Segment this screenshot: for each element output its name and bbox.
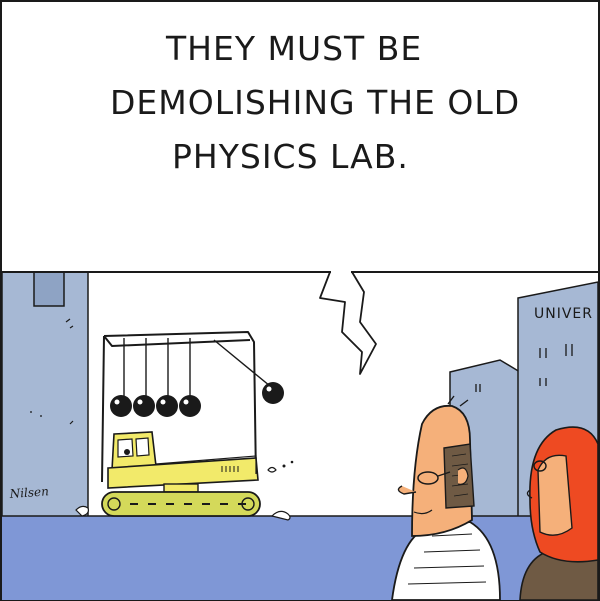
cradle-ball-swinging <box>262 382 284 404</box>
left-building-window <box>34 272 64 306</box>
artist-signature: Nilsen <box>9 484 50 501</box>
cradle-ball-3 <box>156 395 178 417</box>
cradle-ball-1 <box>110 395 132 417</box>
ground <box>2 516 598 600</box>
university-sign: UNIVER <box>534 306 593 322</box>
caption-line-1: THEY MUST BE <box>166 29 423 68</box>
caption-line-3: PHYSICS LAB. <box>172 137 409 176</box>
cradle-ball-2 <box>133 395 155 417</box>
cradle-ball-4 <box>179 395 201 417</box>
caption-line-2: DEMOLISHING THE OLD <box>110 83 521 122</box>
left-building <box>2 272 88 518</box>
